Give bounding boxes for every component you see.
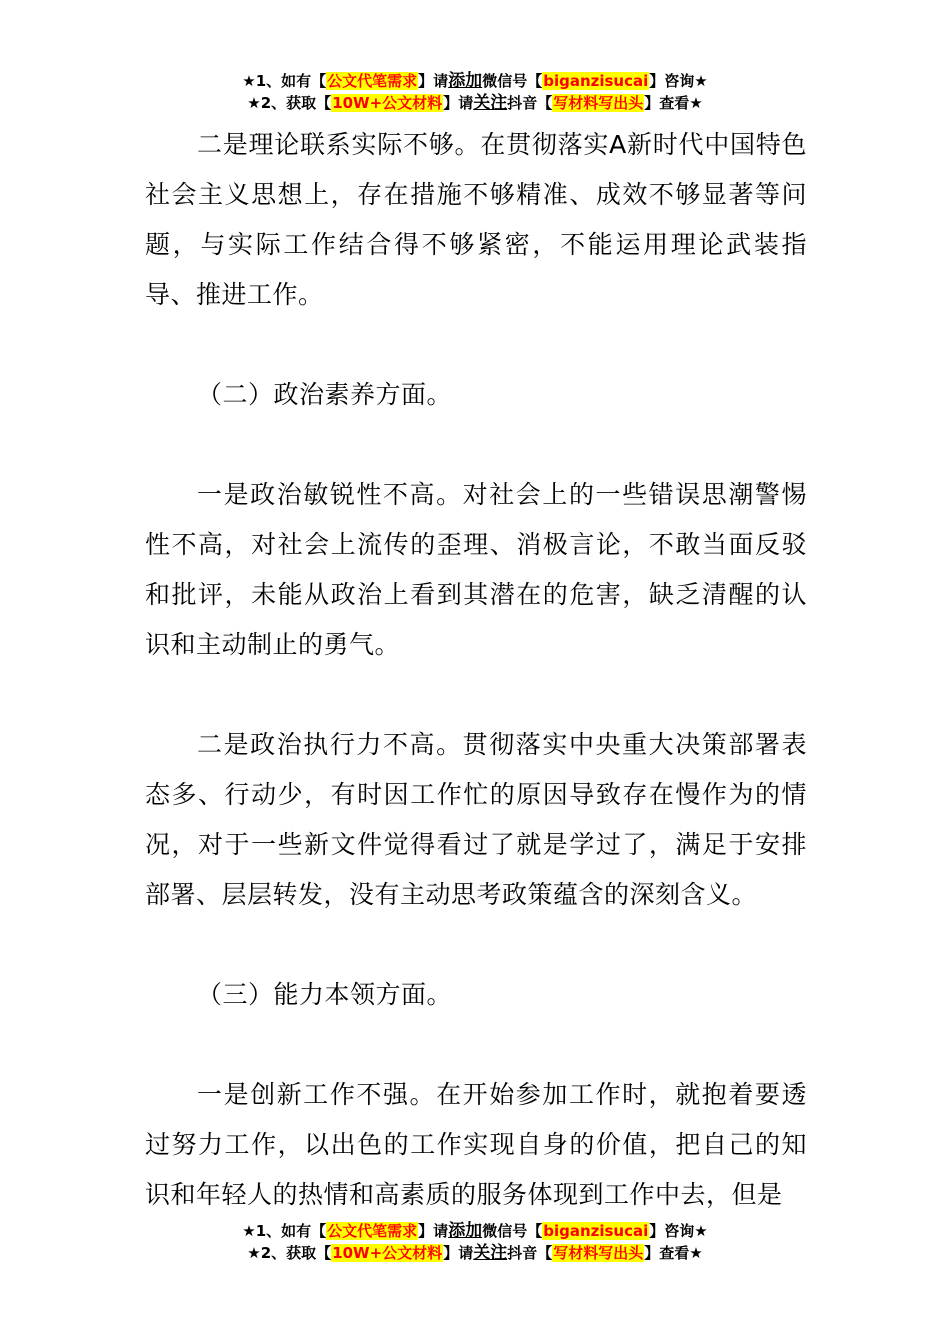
- banner-text: 】查看★: [644, 1244, 703, 1262]
- banner-text: ★1、如有【: [242, 1222, 327, 1240]
- banner-text: 】请: [443, 94, 474, 112]
- banner-text: ★2、获取【: [247, 94, 332, 112]
- banner-text: 】查看★: [644, 94, 703, 112]
- banner-underlined: 关注: [473, 1243, 508, 1263]
- banner-highlight: 写材料写出头: [553, 94, 644, 112]
- banner-text: 】咨询★: [649, 1222, 708, 1240]
- banner-text: 抖音【: [507, 94, 553, 112]
- banner-highlight: biganzisucai: [543, 72, 649, 90]
- banner-line-2: [0, 1242, 950, 1264]
- banner-text: 】请: [418, 72, 449, 90]
- banner-highlight: 公文代笔需求: [327, 1222, 418, 1240]
- banner-highlight: biganzisucai: [543, 1222, 649, 1240]
- banner-highlight: 公文代笔需求: [327, 72, 418, 90]
- banner-text: ★1、如有【: [242, 72, 327, 90]
- paragraph-3: 二是政治执行力不高。贯彻落实中央重大决策部署表态多、行动少，有时因工作忙的原因导致存在慢作为的情况，对于一些新文件觉得看过了就是学过了，满足于安排部署、层层转发，没有主动思考政策蕴含的深刻含义。: [145, 730, 807, 909]
- paragraph-1: 二是理论联系实际不够。在贯彻落实A新时代中国特色社会主义思想上，存在措施不够精准、成效不够显著等问题，与实际工作结合得不够紧密，不能运用理论武装指导、推进工作。: [145, 130, 807, 309]
- banner-underlined: 添加: [448, 1221, 483, 1241]
- banner-text: 】咨询★: [649, 72, 708, 90]
- banner-text: 】请: [418, 1222, 449, 1240]
- banner-underlined: 关注: [473, 93, 508, 113]
- footer-banner: [0, 1220, 950, 1264]
- banner-text: ★2、获取【: [247, 1244, 332, 1262]
- banner-underlined: 添加: [448, 71, 483, 91]
- banner-highlight: 10W+公文材料: [332, 1244, 443, 1262]
- banner-text: 】请: [443, 1244, 474, 1262]
- banner-highlight: 10W+公文材料: [332, 94, 443, 112]
- section-heading-2: （二）政治素养方面。: [197, 380, 453, 409]
- paragraph-2: 一是政治敏锐性不高。对社会上的一些错误思潮警惕性不高，对社会上流传的歪理、消极言论，不敢当面反驳和批评，未能从政治上看到其潜在的危害，缺乏清醒的认识和主动制止的勇气。: [145, 480, 807, 659]
- banner-text: 微信号【: [482, 1222, 543, 1240]
- banner-line-1: [0, 1220, 950, 1242]
- banner-highlight: 写材料写出头: [553, 1244, 644, 1262]
- section-heading-3: （三）能力本领方面。: [197, 980, 453, 1009]
- banner-line-1: [0, 70, 950, 92]
- banner-text: 抖音【: [507, 1244, 553, 1262]
- paragraph-4: 一是创新工作不强。在开始参加工作时，就抱着要透过努力工作，以出色的工作实现自身的价值，把自己的知识和年轻人的热情和高素质的服务体现到工作中去，但是: [145, 1080, 807, 1209]
- banner-text: 微信号【: [482, 72, 543, 90]
- header-banner: [0, 70, 950, 114]
- document-body: [145, 120, 807, 1220]
- banner-line-2: [0, 92, 950, 114]
